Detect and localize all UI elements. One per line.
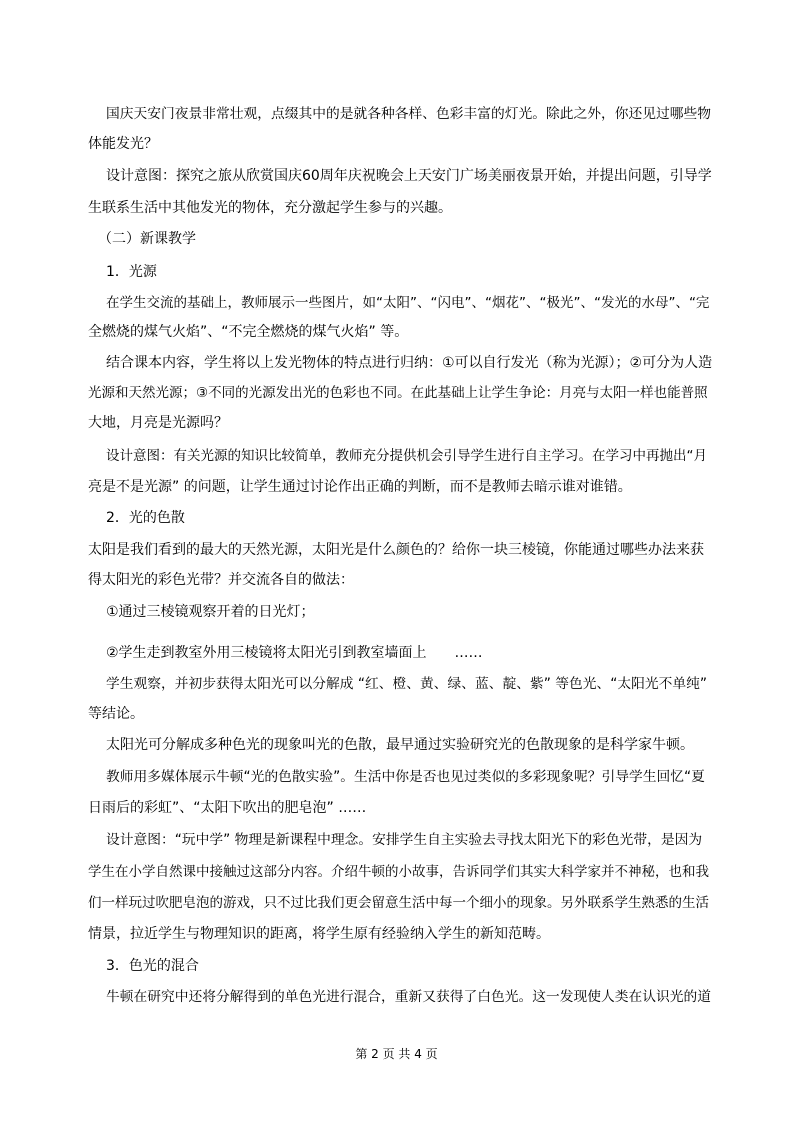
subsection-heading: 2．光的色散 (106, 510, 185, 526)
text-line: 太阳光可分解成多种色光的现象叫光的色散，最早通过实验研究光的色散现象的是科学家牛顿。 (106, 737, 694, 753)
text-line: 学生在小学自然课中接触过这部分内容。介绍牛顿的小故事，告诉同学们其实大科学家并不神秘，也和我 (88, 864, 709, 880)
text-line: ②学生走到教室外用三棱镜将太阳光引到教室墙面上 …… (106, 645, 483, 661)
text-line: 全燃烧的煤气火焰”、“不完全燃烧的煤气火焰” 等。 (88, 324, 409, 340)
text-line: 大地，月亮是光源吗？ (88, 415, 228, 431)
text-line: 光源和天然光源；③不同的光源发出光的色彩也不同。在此基础上让学生争论：月亮与太阳一样也能普照 (88, 385, 708, 401)
text-line: 结合课本内容，学生将以上发光物体的特点进行归纳：①可以自行发光（称为光源）；②可分为人造 (106, 355, 713, 371)
text-line: ①通过三棱镜观察开着的日光灯； (106, 604, 315, 620)
text-line: 设计意图：“玩中学” 物理是新课程中理念。安排学生自主实验去寻找太阳光下的彩色光带，是因为 (106, 832, 703, 848)
text-line: 在学生交流的基础上，教师展示一些图片，如“太阳”、“闪电”、“烟花”、“极光”、“发光的水母”、“完 (106, 295, 710, 311)
text-line: 国庆天安门夜景非常壮观，点缀其中的是就各种各样、色彩丰富的灯光。除此之外，你还见过哪些物 (106, 106, 712, 122)
text-line: 牛顿在研究中还将分解得到的单色光进行混合，重新又获得了白色光。这一发现使人类在认识光的道 (106, 989, 712, 1005)
subsection-heading: 3．色光的混合 (106, 958, 199, 974)
text-line: 们一样玩过吹肥皂泡的游戏，只不过比我们更会留意生活中每一个细小的现象。另外联系学生熟悉的生活 (88, 895, 709, 911)
page-number-footer: 第 2 页 共 4 页 (355, 1047, 438, 1061)
subsection-heading: 1．光源 (106, 264, 157, 280)
section-heading: （二）新课教学 (98, 231, 196, 247)
text-line: 生联系生活中其他发光的物体，充分激起学生参与的兴趣。 (88, 200, 452, 216)
text-line: 日雨后的彩虹”、“太阳下吹出的肥皂泡” …… (88, 800, 367, 816)
text-line: 体能发光？ (88, 136, 158, 152)
text-line: 设计意图：有关光源的知识比较简单，教师充分提供机会引导学生进行自主学习。在学习中再抛出“月 (106, 448, 707, 464)
text-line: 太阳是我们看到的最大的天然光源，太阳光是什么颜色的？给你一块三棱镜，你能通过哪些办法来获 (88, 542, 704, 558)
text-line: 学生观察，并初步获得太阳光可以分解成 “红、橙、黄、绿、蓝、靛、紫” 等色光、“太阳光不单纯” (106, 676, 707, 692)
text-line: 设计意图：探究之旅从欣赏国庆60周年庆祝晚会上天安门广场美丽夜景开始，并提出问题，引导学 (106, 168, 712, 184)
text-line: 亮是不是光源” 的问题，让学生通过讨论作出正确的判断，而不是教师去暗示谁对谁错。 (88, 479, 632, 495)
text-line: 教师用多媒体展示牛顿“光的色散实验”。生活中你是否也见过类似的多彩现象呢？引导学生回忆“夏 (106, 769, 705, 785)
text-line: 情景，拉近学生与物理知识的距离，将学生原有经验纳入学生的新知范畴。 (88, 926, 550, 942)
text-line: 等结论。 (88, 706, 144, 722)
text-line: 得太阳光的彩色光带？并交流各自的做法： (88, 572, 354, 588)
